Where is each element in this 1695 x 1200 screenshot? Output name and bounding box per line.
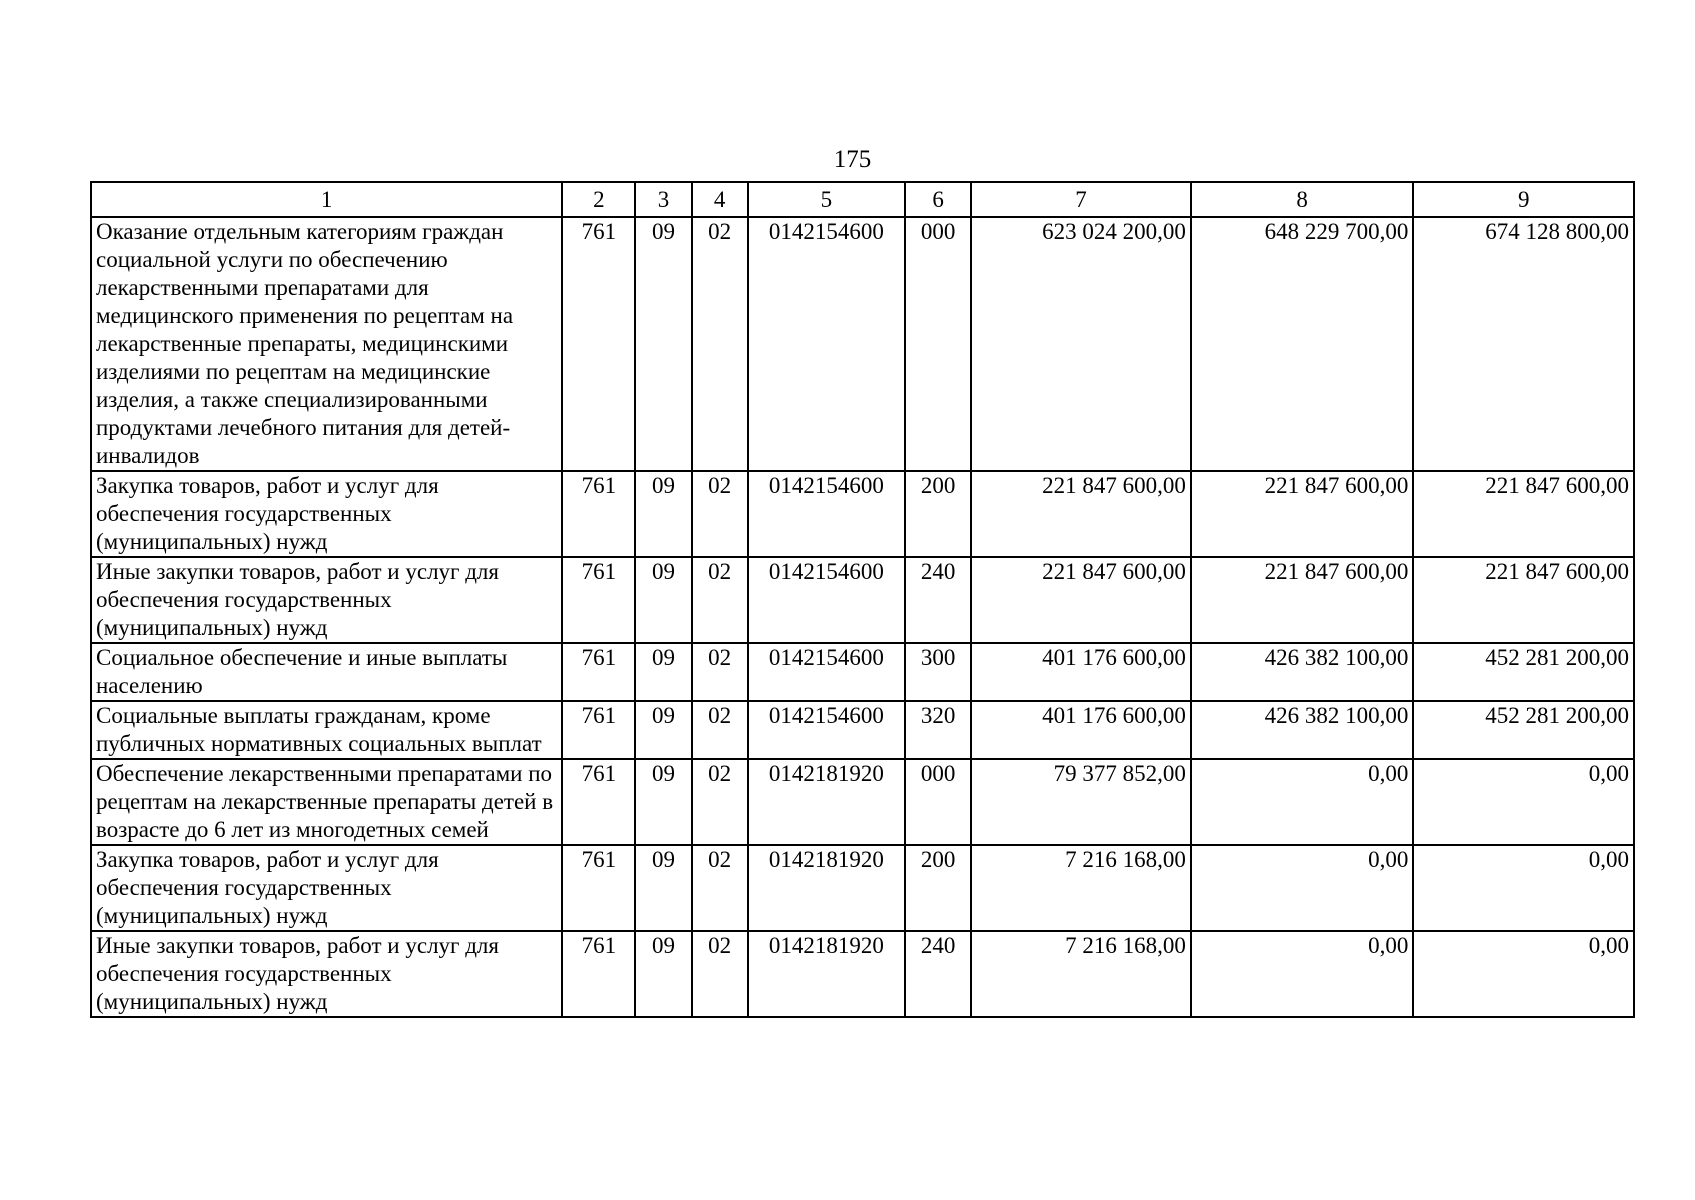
- row-code-target: 0142181920: [748, 845, 905, 931]
- header-col-8: 8: [1191, 182, 1414, 217]
- row-code-section: 09: [635, 217, 691, 471]
- header-col-4: 4: [692, 182, 748, 217]
- row-code-expense-type: 320: [905, 701, 971, 759]
- row-amount-col8: 0,00: [1191, 759, 1414, 845]
- row-code-subsection: 02: [692, 471, 748, 557]
- row-amount-col9: 221 847 600,00: [1413, 557, 1634, 643]
- row-code-target: 0142154600: [748, 701, 905, 759]
- header-row: [91, 182, 1634, 217]
- table-row: [91, 701, 1634, 759]
- budget-table: [90, 181, 1635, 1018]
- header-col-9: 9: [1413, 182, 1634, 217]
- row-code-subsection: 02: [692, 759, 748, 845]
- row-amount-col7: 79 377 852,00: [971, 759, 1191, 845]
- row-amount-col8: 648 229 700,00: [1191, 217, 1414, 471]
- row-amount-col8: 0,00: [1191, 931, 1414, 1017]
- row-code-section: 09: [635, 845, 691, 931]
- row-code-subsection: 02: [692, 557, 748, 643]
- row-code-expense-type: 300: [905, 643, 971, 701]
- row-code-expense-type: 000: [905, 217, 971, 471]
- row-code-ministry: 761: [562, 217, 635, 471]
- row-amount-col9: 674 128 800,00: [1413, 217, 1634, 471]
- table-row: [91, 931, 1634, 1017]
- row-code-target: 0142181920: [748, 931, 905, 1017]
- row-name: Закупка товаров, работ и услуг для обеспечения государственных (муниципальных) нужд: [91, 471, 562, 557]
- row-amount-col7: 401 176 600,00: [971, 643, 1191, 701]
- row-name: Иные закупки товаров, работ и услуг для обеспечения государственных (муниципальных) нужд: [91, 931, 562, 1017]
- table-row: [91, 557, 1634, 643]
- table-row: [91, 217, 1634, 471]
- row-code-target: 0142181920: [748, 759, 905, 845]
- row-code-ministry: 761: [562, 643, 635, 701]
- row-amount-col7: 7 216 168,00: [971, 931, 1191, 1017]
- row-amount-col8: 426 382 100,00: [1191, 643, 1414, 701]
- row-amount-col7: 221 847 600,00: [971, 557, 1191, 643]
- row-code-expense-type: 200: [905, 845, 971, 931]
- table-row: [91, 845, 1634, 931]
- row-code-ministry: 761: [562, 845, 635, 931]
- row-code-section: 09: [635, 759, 691, 845]
- row-code-section: 09: [635, 701, 691, 759]
- row-amount-col7: 7 216 168,00: [971, 845, 1191, 931]
- row-amount-col8: 221 847 600,00: [1191, 471, 1414, 557]
- header-col-7: 7: [971, 182, 1191, 217]
- row-amount-col9: 452 281 200,00: [1413, 643, 1634, 701]
- row-amount-col8: 221 847 600,00: [1191, 557, 1414, 643]
- row-name: Социальные выплаты гражданам, кроме публичных нормативных социальных выплат: [91, 701, 562, 759]
- row-name: Обеспечение лекарственными препаратами по рецептам на лекарственные препараты детей в возрасте до 6 лет из многодетных семей: [91, 759, 562, 845]
- row-code-target: 0142154600: [748, 557, 905, 643]
- header-col-3: 3: [635, 182, 691, 217]
- row-code-section: 09: [635, 643, 691, 701]
- row-code-expense-type: 200: [905, 471, 971, 557]
- row-code-section: 09: [635, 471, 691, 557]
- table-row: [91, 643, 1634, 701]
- row-amount-col9: 0,00: [1413, 759, 1634, 845]
- row-code-subsection: 02: [692, 643, 748, 701]
- row-name: Закупка товаров, работ и услуг для обеспечения государственных (муниципальных) нужд: [91, 845, 562, 931]
- row-name: Оказание отдельным категориям граждан социальной услуги по обеспечению лекарственными препаратами для медицинского применения по рецептам на лекарственные препараты, медицинскими изделиями по рецептам на медицинские изделия, а также специализированными продуктами лечебного питания для детей-инвалидов: [91, 217, 562, 471]
- table-row: [91, 759, 1634, 845]
- header-col-6: 6: [905, 182, 971, 217]
- row-code-subsection: 02: [692, 931, 748, 1017]
- row-code-subsection: 02: [692, 845, 748, 931]
- row-code-expense-type: 000: [905, 759, 971, 845]
- row-code-target: 0142154600: [748, 643, 905, 701]
- row-amount-col9: 452 281 200,00: [1413, 701, 1634, 759]
- header-col-1: 1: [91, 182, 562, 217]
- row-code-ministry: 761: [562, 471, 635, 557]
- row-code-subsection: 02: [692, 217, 748, 471]
- row-name: Социальное обеспечение и иные выплаты населению: [91, 643, 562, 701]
- page-number: 175: [833, 146, 872, 173]
- table-row: [91, 471, 1634, 557]
- row-code-target: 0142154600: [748, 471, 905, 557]
- row-amount-col7: 401 176 600,00: [971, 701, 1191, 759]
- row-code-section: 09: [635, 931, 691, 1017]
- row-amount-col7: 623 024 200,00: [971, 217, 1191, 471]
- row-code-ministry: 761: [562, 701, 635, 759]
- row-code-target: 0142154600: [748, 217, 905, 471]
- row-amount-col9: 0,00: [1413, 845, 1634, 931]
- header-col-2: 2: [562, 182, 635, 217]
- row-code-subsection: 02: [692, 701, 748, 759]
- row-code-expense-type: 240: [905, 557, 971, 643]
- row-amount-col9: 221 847 600,00: [1413, 471, 1634, 557]
- row-amount-col8: 0,00: [1191, 845, 1414, 931]
- row-amount-col9: 0,00: [1413, 931, 1634, 1017]
- row-code-expense-type: 240: [905, 931, 971, 1017]
- row-code-ministry: 761: [562, 931, 635, 1017]
- row-code-section: 09: [635, 557, 691, 643]
- row-amount-col7: 221 847 600,00: [971, 471, 1191, 557]
- row-name: Иные закупки товаров, работ и услуг для обеспечения государственных (муниципальных) нужд: [91, 557, 562, 643]
- header-col-5: 5: [748, 182, 905, 217]
- row-code-ministry: 761: [562, 759, 635, 845]
- row-amount-col8: 426 382 100,00: [1191, 701, 1414, 759]
- row-code-ministry: 761: [562, 557, 635, 643]
